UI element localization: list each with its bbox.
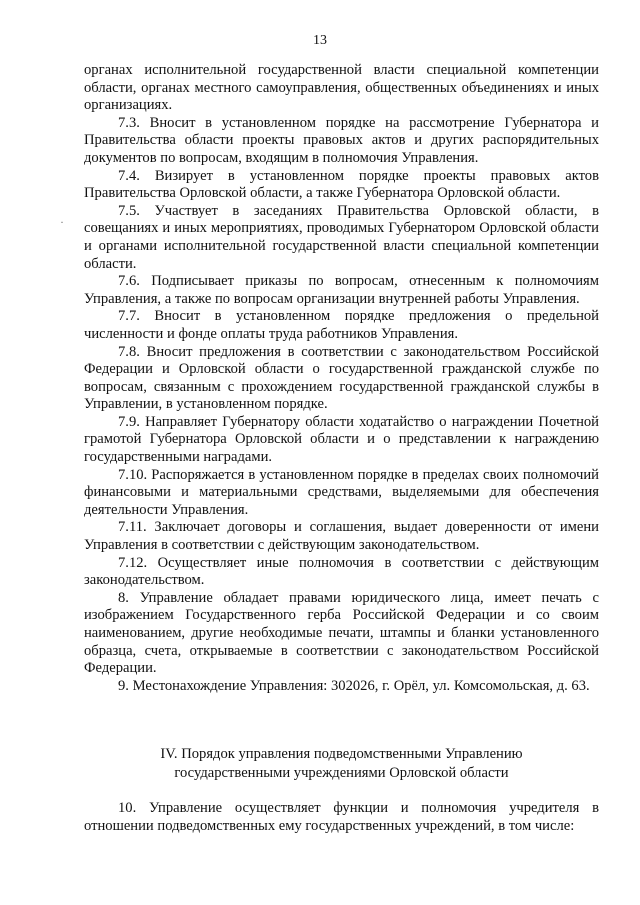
paragraph-7-11: 7.11. Заключает договоры и соглашения, выдает доверенности от имени Управления в соответствии с действующим законодательством. [84, 519, 599, 554]
section-heading-line-1: IV. Порядок управления подведомственными Управлению [160, 746, 523, 762]
paragraph-10: 10. Управление осуществляет функции и полномочия учредителя в отношении подведомственных ему государственных учреждений, в том числе: [84, 800, 599, 834]
paragraph-9: 9. Местонахождение Управления: 302026, г. Орёл, ул. Комсомольская, д. 63. [118, 677, 590, 694]
section-heading [84, 745, 599, 783]
margin-mark: · [60, 215, 64, 229]
section-heading-line-2: государственными учреждениями Орловской области [174, 765, 509, 781]
page-number: 13 [313, 33, 327, 48]
paragraph-7-3: 7.3. Вносит в установленном порядке на рассмотрение Губернатора и Правительства области проекты правовых актов и других распорядительных документов по вопросам, входящим в полномочия Управления. [84, 114, 599, 166]
paragraph-8: 8. Управление обладает правами юридического лица, имеет печать с изображением Государственного герба Российской Федерации и со своим наименованием, другие необходимые печати, штампы и бланки установленного образца, счета, открываемые в соответствии с законодательством Российской Федерации. [84, 589, 599, 677]
paragraph-7-7: 7.7. Вносит в установленном порядке предложения о предельной численности и фонде оплаты труда работников Управления. [84, 308, 599, 342]
paragraph-7-10: 7.10. Распоряжается в установленном порядке в пределах своих полномочий финансовыми и материальными средствами, выделяемыми для обеспечения деятельности Управления. [84, 466, 599, 518]
paragraph-7-5: 7.5. Участвует в заседаниях Правительства Орловской области, в совещаниях и иных мероприятиях, проводимых Губернатором Орловской области и органами исполнительной государственной власти специальной компетенции области. [84, 202, 599, 272]
document-body [84, 62, 599, 695]
paragraph-continuation: органах исполнительной государственной власти специальной компетенции области, органах местного самоуправления, общественных объединениях и иных организациях. [84, 62, 599, 114]
paragraph-7-12: 7.12. Осуществляет иные полномочия в соответствии с действующим законодательством. [84, 554, 599, 589]
paragraph-7-8: 7.8. Вносит предложения в соответствии с законодательством Российской Федерации и Орловской области о государственной гражданской службе по вопросам, связанным с прохождением государственной гражданской службы в Управлении, в установленном порядке. [84, 343, 599, 413]
paragraph-7-9: 7.9. Направляет Губернатору области ходатайство о награждении Почетной грамотой Губернатора Орловской области и о представлении к награждению государственными наградами. [84, 413, 599, 466]
section-body [84, 800, 599, 835]
paragraph-7-4: 7.4. Визирует в установленном порядке проекты правовых актов Правительства Орловской области, а также Губернатора Орловской области. [84, 167, 599, 202]
paragraph-7-6: 7.6. Подписывает приказы по вопросам, отнесенным к полномочиям Управления, а также по вопросам организации внутренней работы Управления. [84, 273, 599, 307]
